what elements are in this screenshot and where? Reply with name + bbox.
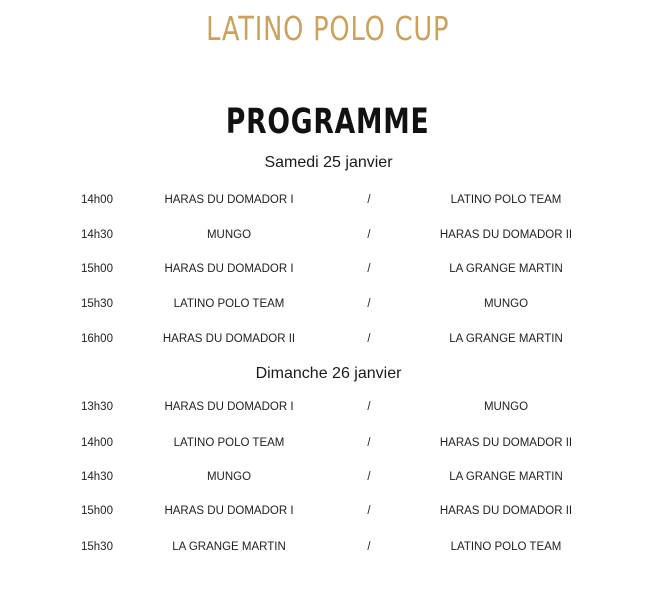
versus-separator: / bbox=[367, 333, 371, 345]
away-team: LATINO POLO TEAM bbox=[450, 194, 562, 206]
versus-separator: / bbox=[367, 505, 371, 517]
match-time: 14h00 bbox=[81, 194, 113, 206]
match-time: 15h30 bbox=[81, 541, 113, 553]
day-heading-sunday: Dimanche 26 janvier bbox=[255, 365, 402, 382]
versus-separator: / bbox=[367, 471, 371, 483]
home-team: LATINO POLO TEAM bbox=[173, 298, 285, 310]
away-team: HARAS DU DOMADOR II bbox=[439, 437, 573, 449]
versus-separator: / bbox=[367, 437, 371, 449]
match-row bbox=[0, 295, 657, 313]
match-row bbox=[0, 468, 657, 486]
away-team: LA GRANGE MARTIN bbox=[449, 263, 563, 275]
away-team: LATINO POLO TEAM bbox=[450, 541, 562, 553]
day-heading-saturday: Samedi 25 janvier bbox=[264, 154, 393, 171]
match-row bbox=[0, 226, 657, 244]
away-team: MUNGO bbox=[483, 401, 529, 413]
away-team: LA GRANGE MARTIN bbox=[449, 471, 563, 483]
home-team: LATINO POLO TEAM bbox=[173, 437, 285, 449]
match-time: 15h00 bbox=[81, 263, 113, 275]
match-time: 14h30 bbox=[81, 471, 113, 483]
away-team: LA GRANGE MARTIN bbox=[449, 333, 563, 345]
programme-title: PROGRAMME bbox=[225, 102, 430, 142]
versus-separator: / bbox=[367, 401, 371, 413]
match-row bbox=[0, 538, 657, 556]
match-row bbox=[0, 260, 657, 278]
brand-title: LATINO POLO CUP bbox=[206, 9, 450, 48]
away-team: HARAS DU DOMADOR II bbox=[439, 229, 573, 241]
match-time: 15h00 bbox=[81, 505, 113, 517]
match-row bbox=[0, 191, 657, 209]
home-team: HARAS DU DOMADOR I bbox=[164, 401, 294, 413]
home-team: MUNGO bbox=[206, 471, 252, 483]
away-team: HARAS DU DOMADOR II bbox=[439, 505, 573, 517]
home-team: HARAS DU DOMADOR I bbox=[164, 194, 294, 206]
versus-separator: / bbox=[367, 298, 371, 310]
match-row bbox=[0, 398, 657, 416]
home-team: HARAS DU DOMADOR II bbox=[162, 333, 296, 345]
match-time: 15h30 bbox=[81, 298, 113, 310]
versus-separator: / bbox=[367, 263, 371, 275]
home-team: HARAS DU DOMADOR I bbox=[164, 263, 294, 275]
home-team: LA GRANGE MARTIN bbox=[172, 541, 286, 553]
away-team: MUNGO bbox=[483, 298, 529, 310]
home-team: MUNGO bbox=[206, 229, 252, 241]
match-time: 14h00 bbox=[81, 437, 113, 449]
match-row bbox=[0, 502, 657, 520]
match-time: 16h00 bbox=[81, 333, 113, 345]
versus-separator: / bbox=[367, 541, 371, 553]
versus-separator: / bbox=[367, 194, 371, 206]
match-time: 13h30 bbox=[81, 401, 113, 413]
match-row bbox=[0, 434, 657, 452]
home-team: HARAS DU DOMADOR I bbox=[164, 505, 294, 517]
match-time: 14h30 bbox=[81, 229, 113, 241]
versus-separator: / bbox=[367, 229, 371, 241]
match-row bbox=[0, 330, 657, 348]
